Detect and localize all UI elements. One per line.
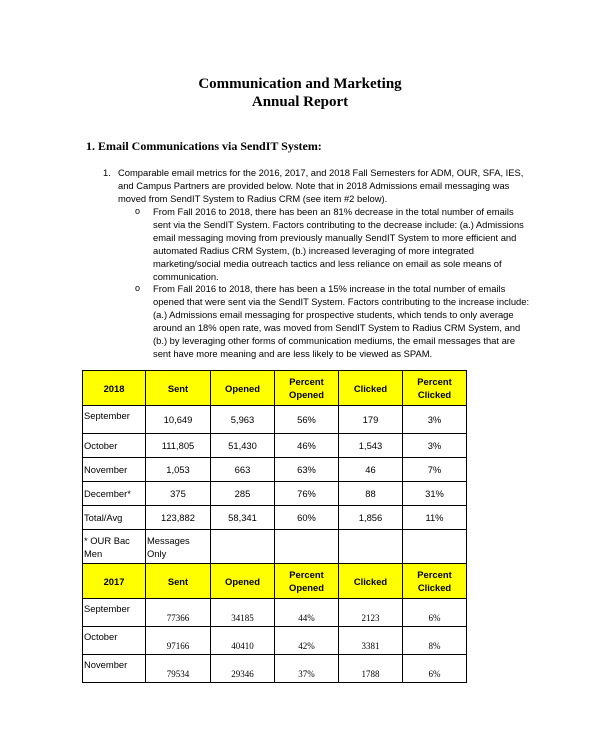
cell-opened: 34185 [211,599,275,627]
cell-pct-clicked: 31% [403,482,467,506]
cell-pct-opened: 76% [275,482,339,506]
table-row [83,655,467,683]
header-clicked: Clicked [339,371,403,406]
cell-sent: 111,805 [146,434,211,458]
cell-clicked: 1,543 [339,434,403,458]
cell-pct-opened: 37% [275,655,339,683]
note-label-line1: * OUR Bac [84,534,130,546]
header-percent-opened [275,564,339,599]
header-percent-clicked-line1: Percent [417,569,452,580]
cell-clicked: 46 [339,458,403,482]
table-row-note [83,530,467,564]
cell-opened: 40410 [211,627,275,655]
cell-clicked: 179 [339,406,403,434]
list-item-number: 1. [103,167,111,178]
report-title-line1: Communication and Marketing [198,76,402,92]
header-percent-clicked-line2: Clicked [417,389,452,400]
cell-sent: 10,649 [146,406,211,434]
cell-clicked: 2123 [339,599,403,627]
cell-pct-clicked: 6% [403,599,467,627]
header-clicked: Clicked [339,564,403,599]
cell-opened: 5,963 [211,406,275,434]
bullet-icon: o [135,206,141,216]
cell-pct-clicked: 3% [403,434,467,458]
cell-pct-opened: 44% [275,599,339,627]
cell-pct-clicked: 8% [403,627,467,655]
table-row [83,482,467,506]
header-percent-opened [275,371,339,406]
cell-sent: 79534 [146,655,211,683]
cell-month: December* [83,482,146,506]
empty-cell [211,530,275,564]
cell-month: November [83,655,146,683]
header-percent-clicked-line2: Clicked [417,582,452,593]
cell-sent: 1,053 [146,458,211,482]
cell-opened: 51,430 [211,434,275,458]
empty-cell [275,530,339,564]
note-label [83,530,146,564]
table-row [83,406,467,434]
cell-pct-opened: 56% [275,406,339,434]
header-year: 2018 [83,371,146,406]
cell-month: October [83,434,146,458]
section-heading: 1. Email Communications via SendIT System: [86,139,322,153]
header-percent-opened-line2: Opened [289,389,324,400]
table-header-2017 [83,564,467,599]
bullet-icon: o [135,283,141,293]
cell-pct-opened: 42% [275,627,339,655]
cell-clicked: 1788 [339,655,403,683]
table-row [83,599,467,627]
cell-pct-opened: 46% [275,434,339,458]
cell-month: September [83,599,146,627]
header-percent-clicked-line1: Percent [417,376,452,387]
cell-month: September [83,406,146,434]
cell-pct-opened: 60% [275,506,339,530]
note-text-line1: Messages [147,534,190,546]
header-year: 2017 [83,564,146,599]
empty-cell [403,530,467,564]
cell-clicked: 88 [339,482,403,506]
table-row [83,434,467,458]
empty-cell [339,530,403,564]
email-metrics-table [82,370,467,683]
table-row [83,458,467,482]
cell-sent: 123,882 [146,506,211,530]
table-header-2018 [83,371,467,406]
cell-pct-clicked: 6% [403,655,467,683]
cell-opened: 663 [211,458,275,482]
report-title-line2: Annual Report [251,94,349,110]
cell-sent: 97166 [146,627,211,655]
note-label-line2: Men [84,547,103,559]
header-percent-opened-line1: Percent [289,376,324,387]
cell-pct-clicked: 3% [403,406,467,434]
header-percent-opened-line1: Percent [289,569,324,580]
cell-month: November [83,458,146,482]
header-percent-opened-line2: Opened [289,582,324,593]
cell-month: October [83,627,146,655]
cell-opened: 58,341 [211,506,275,530]
sub-bullet-text: From Fall 2016 to 2018, there has been an 81% decrease in the total number of emails sent via the SendIT System. Factors contributing to the decrease include: (a.) Admissions email messaging moving from previously manually SendIT System to more efficient and automated Radius CRM System, (b.) increased leveraging of more integrated marketing/social media outreach tactics and less reliance on email as sole means of communication. [153,206,524,282]
table-row [83,627,467,655]
header-percent-clicked [403,564,467,599]
cell-sent: 375 [146,482,211,506]
cell-sent: 77366 [146,599,211,627]
cell-pct-clicked: 11% [403,506,467,530]
header-percent-clicked [403,371,467,406]
list-item-text: Comparable email metrics for the 2016, 2017, and 2018 Fall Semesters for ADM, OUR, SFA, IES, and Campus Partners are provided below. Note that in 2018 Admissions email messaging was moved from SendIT System to Radius CRM (see item #2 below). [118,167,524,204]
cell-clicked: 1,856 [339,506,403,530]
sub-bullet-text: From Fall 2016 to 2018, there has been a 15% increase in the total number of emails opened that were sent via the SendIT System. Factors contributing to the increase include: (a.) Admissions email messaging for prospective students, which tends to only average around an 18% open rate, was moved from SendIT System to Radius CRM System, and (b.) by leveraging other forms of communication mediums, the email messages that are sent have more meaning and are less likely to be viewed as SPAM. [153,283,530,359]
header-sent: Sent [146,564,211,599]
cell-opened: 29346 [211,655,275,683]
note-text [146,530,211,564]
cell-month: Total/Avg [83,506,146,530]
header-opened: Opened [211,371,275,406]
note-text-line2: Only [147,547,167,559]
cell-pct-clicked: 7% [403,458,467,482]
table-row-total [83,506,467,530]
cell-opened: 285 [211,482,275,506]
header-opened: Opened [211,564,275,599]
header-sent: Sent [146,371,211,406]
report-title [0,75,600,111]
cell-pct-opened: 63% [275,458,339,482]
cell-clicked: 3381 [339,627,403,655]
